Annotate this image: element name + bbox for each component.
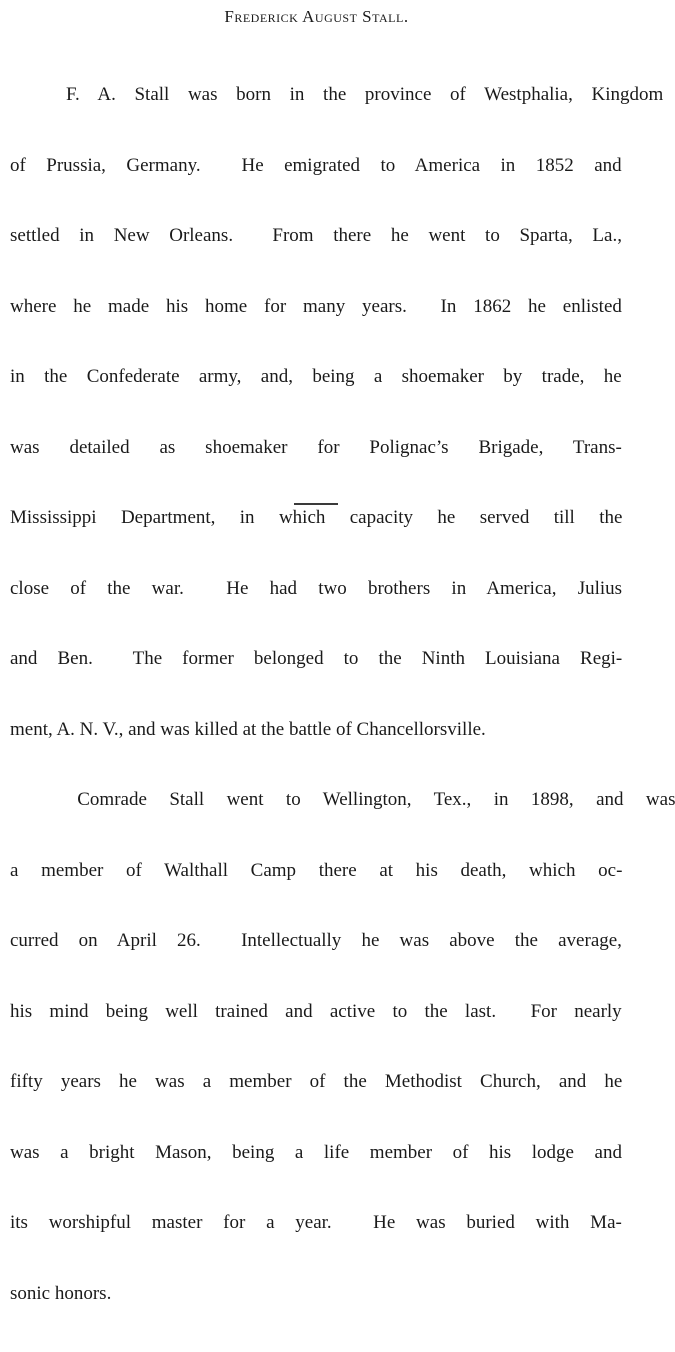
text-line: Mississippi Department, in which capacity he served till the: [10, 507, 623, 528]
text-line: F. A. Stall was born in the province of Westphalia, Kingdom: [10, 84, 664, 105]
text-line: curred on April 26. Intellectually he was above the average,: [10, 930, 622, 951]
section-divider-rule: [294, 503, 338, 505]
text-line: his mind being well trained and active to the last. For nearly: [10, 1000, 622, 1022]
obituary-heading: Frederick August Stall.: [224, 7, 409, 26]
text-line: sonic honors.: [10, 1282, 112, 1304]
text-line: of Prussia, Germany. He emigrated to America in 1852 and: [10, 154, 622, 176]
text-line: Comrade Stall went to Wellington, Tex., in 1898, and was: [10, 789, 675, 810]
text-line: ment, A. N. V., and was killed at the battle of Chancellorsville.: [10, 718, 486, 740]
text-line: and Ben. The former belonged to the Ninth Louisiana Regi-: [10, 648, 623, 669]
text-line: in the Confederate army, and, being a shoemaker by trade, he: [10, 366, 622, 387]
text-line: where he made his home for many years. In 1862 he enlisted: [10, 295, 622, 317]
text-line: close of the war. He had two brothers in America, Julius: [10, 577, 623, 599]
text-line: settled in New Orleans. From there he went to Sparta, La.,: [10, 225, 622, 246]
text-line: a member of Walthall Camp there at his death, which oc-: [10, 859, 623, 881]
text-line: its worshipful master for a year. He was buried with Ma-: [10, 1212, 622, 1233]
text-line: was detailed as shoemaker for Polignac’s Brigade, Trans-: [10, 436, 622, 458]
text-line: fifty years he was a member of the Methodist Church, and he: [10, 1071, 623, 1092]
text-line: was a bright Mason, being a life member of his lodge and: [10, 1141, 622, 1163]
obituary-body: [10, 36, 675, 1352]
